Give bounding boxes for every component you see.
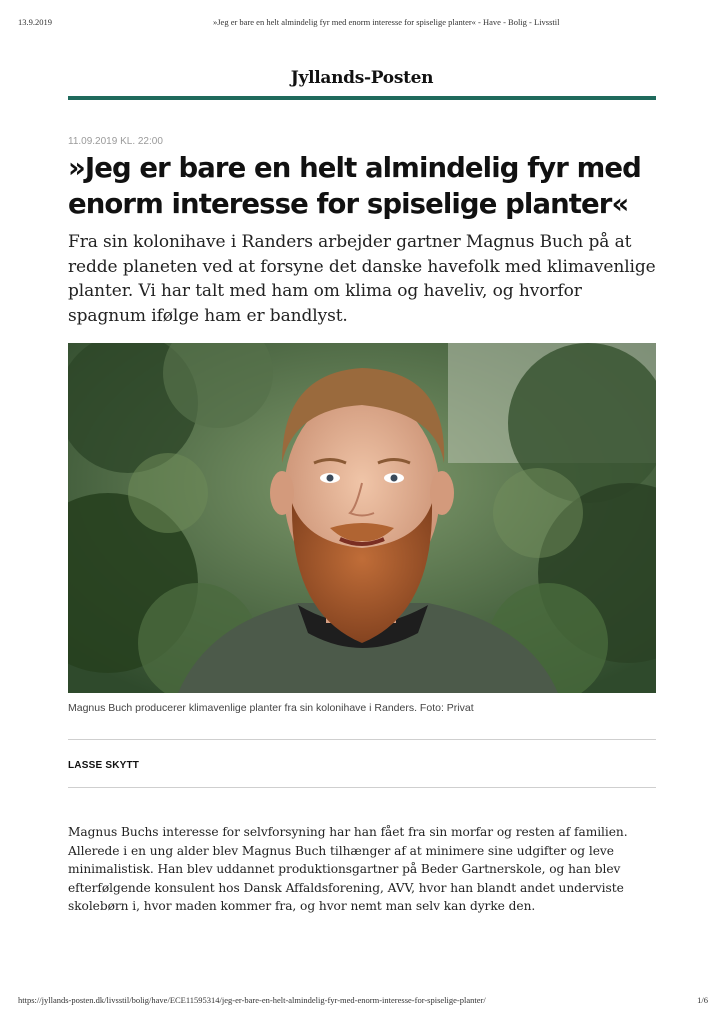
article-lead: Fra sin kolonihave i Randers arbejder gartner Magnus Buch på at redde planeten ved at forsyne det danske havefolk med klimavenlige planter. Vi har talt med ham om klima og haveliv, og hvorfor spagnum ifølge ham er bandlyst. [68,232,656,326]
byline-divider-bottom [68,787,656,788]
print-url: https://jyllands-posten.dk/livsstil/bolig/have/ECE11595314/jeg-er-bare-en-helt-almindelig-fyr-med-enorm-interesse-for-spiselige-planter/ [18,995,486,1005]
print-header [18,17,708,31]
author-byline[interactable]: LASSE SKYTT [68,760,140,771]
masthead-logo[interactable]: Jyllands-Posten [290,68,434,88]
portrait-illustration [68,343,656,693]
masthead-rule [68,96,656,100]
byline-divider-top [68,739,656,740]
article-headline: »Jeg er bare en helt almindelig fyr med enorm interesse for spiselige planter« [68,152,641,220]
photo-caption: Magnus Buch producerer klimavenlige planter fra sin kolonihave i Randers. Foto: Privat [68,702,474,714]
print-date: 13.9.2019 [18,17,52,27]
article-photo [68,343,656,693]
article-timestamp: 11.09.2019 KL. 22:00 [68,136,163,147]
print-page-number: 1/6 [697,995,708,1005]
article-body-paragraph: Magnus Buchs interesse for selvforsyning har han fået fra sin morfar og resten af familien. Allerede i en ung alder blev Magnus Buch tilhænger af at minimere sine udgifter og leve minimalistisk. Han blev uddannet produktionsgartner på Beder Gartnerskole, og han blev efterfølgende konsulent hos Dansk Affaldsforening, AVV, hvor han blandt andet underviste skolebørn i, hvor maden kommer fra, og hvor nemt man selv kan dyrke den. [68,825,628,913]
print-page-title: »Jeg er bare en helt almindelig fyr med enorm interesse for spiselige planter« - Have - Bolig - Livsstil [213,17,560,27]
print-footer [18,995,708,1009]
